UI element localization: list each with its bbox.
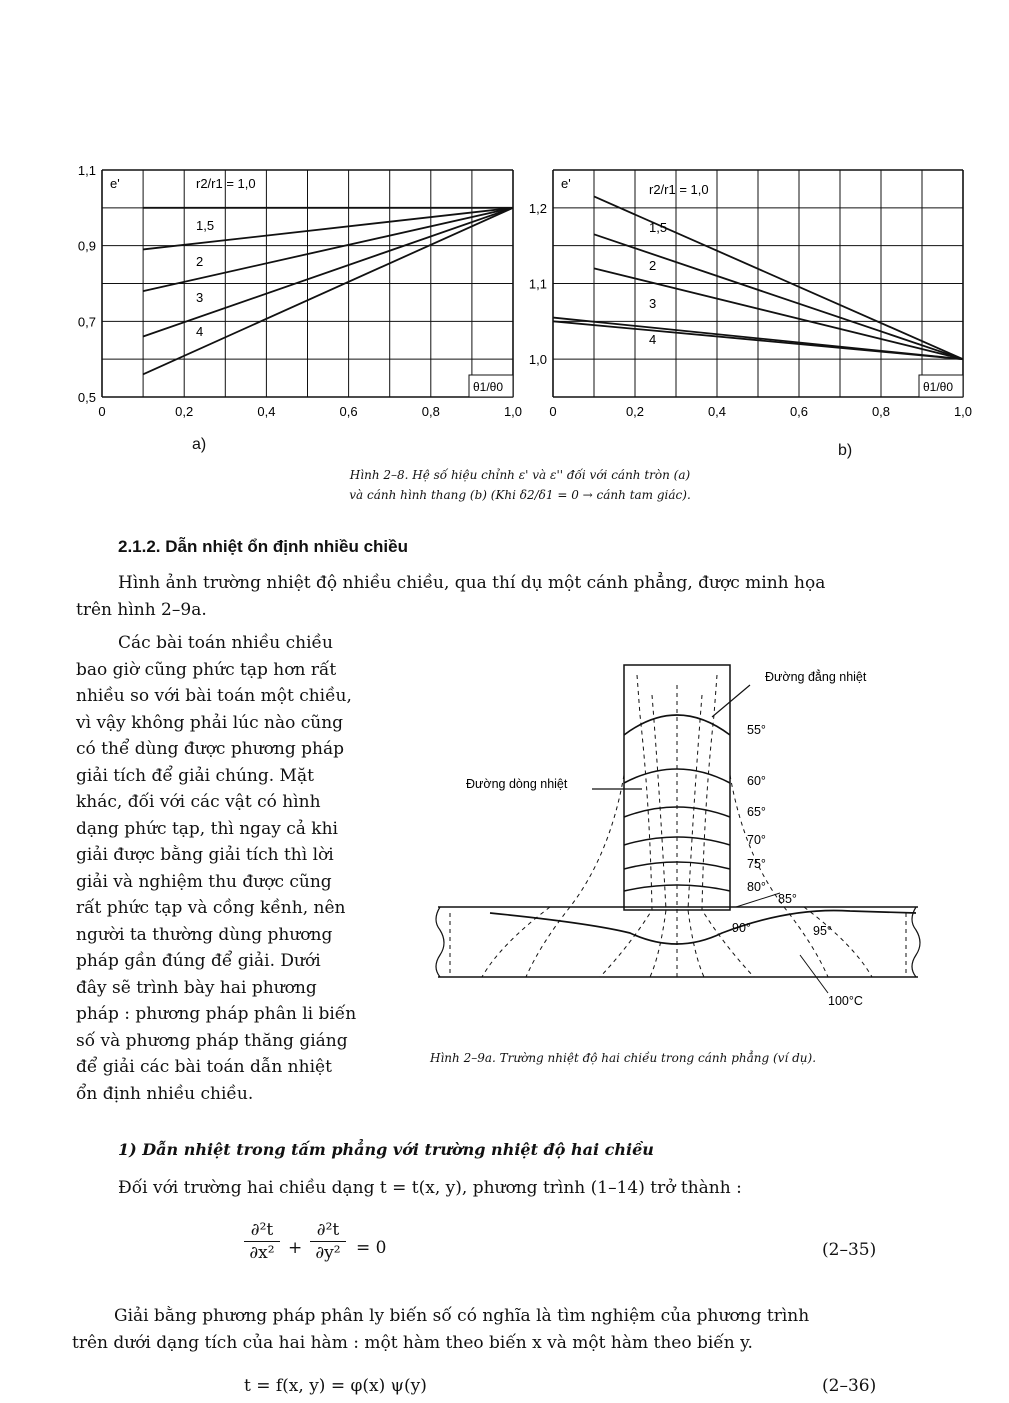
chart-series-label: r2/r1 = 1,0 bbox=[649, 182, 709, 197]
chart-x-tick-label: 1,0 bbox=[953, 404, 973, 419]
chart-x-axis-label: θ1/θ0 bbox=[473, 380, 504, 394]
panel-b-label: b) bbox=[838, 442, 853, 459]
figure-2-8-caption-line1: Hình 2–8. Hệ số hiệu chỉnh ε' và ε'' đối với cánh tròn (a) bbox=[349, 468, 691, 482]
chart-x-tick-label: 0,8 bbox=[421, 404, 440, 419]
col-line: số và phương pháp thăng giáng bbox=[76, 1030, 348, 1051]
chart-x-tick-label: 1,0 bbox=[503, 404, 523, 419]
chart-series-label: 3 bbox=[649, 296, 657, 311]
label-flow: Đường dòng nhiệt bbox=[466, 777, 568, 791]
col-line: có thể dùng được phương pháp bbox=[76, 739, 344, 759]
chart-x-tick-label: 0 bbox=[549, 404, 557, 419]
col-line: nhiều so với bài toán một chiều, bbox=[76, 686, 352, 706]
figure-2-8-caption-line2: và cánh hình thang (b) (Khi δ2/δ1 = 0 → cánh tam giác). bbox=[349, 488, 691, 502]
col-line: khác, đối với các vật có hình bbox=[76, 792, 321, 812]
eq1-frac1-num: ∂²t bbox=[250, 1220, 274, 1240]
chart-x-tick-label: 0,4 bbox=[707, 404, 727, 419]
eq1-rhs: = 0 bbox=[356, 1238, 387, 1258]
chart-x-axis-label: θ1/θ0 bbox=[923, 380, 954, 394]
intro-line-1: Hình ảnh trường nhiệt độ nhiều chiều, qua thí dụ một cánh phẳng, được minh họa bbox=[118, 573, 826, 593]
temp-80: 80° bbox=[747, 880, 766, 894]
col-line: rất phức tạp và cồng kềnh, nên bbox=[76, 898, 346, 918]
col-line: giải và nghiệm thu được cũng bbox=[76, 871, 332, 892]
eq1-fraction-1 bbox=[244, 1220, 280, 1263]
subsection-heading: 1) Dẫn nhiệt trong tấm phẳng với trường nhiệt độ hai chiều bbox=[118, 1140, 654, 1159]
temp-55: 55° bbox=[747, 723, 766, 737]
figure-2-9a-diagram bbox=[430, 655, 990, 1055]
col-line: giải được bằng giải tích thì lời bbox=[76, 845, 334, 865]
eq2-number: (2–36) bbox=[822, 1376, 877, 1396]
col-line: pháp gần đúng để giải. Dưới bbox=[76, 951, 321, 971]
eq1-plus: + bbox=[288, 1238, 303, 1258]
leader-100 bbox=[800, 955, 828, 993]
eq1-number: (2–35) bbox=[822, 1240, 877, 1260]
chart-y-tick-label: 1,2 bbox=[528, 200, 547, 216]
chart-series-label: 2 bbox=[196, 254, 204, 269]
temp-90: 90° bbox=[732, 921, 751, 935]
temp-65: 65° bbox=[747, 805, 766, 819]
label-isotherm: Đường đẳng nhiệt bbox=[765, 670, 867, 684]
left-column-paragraph bbox=[76, 630, 406, 1107]
temp-95: 95° bbox=[813, 924, 832, 938]
chart-series-label: 2 bbox=[649, 258, 657, 273]
wall-break-left bbox=[436, 907, 444, 977]
chart-series-label: r2/r1 = 1,0 bbox=[196, 176, 256, 191]
chart-x-tick-label: 0,2 bbox=[175, 404, 194, 419]
section-intro bbox=[76, 570, 976, 623]
eq1-frac2-num: ∂²t bbox=[316, 1220, 340, 1240]
col-line: dạng phức tạp, thì ngay cả khi bbox=[76, 818, 338, 839]
chart-x-tick-label: 0 bbox=[98, 404, 106, 419]
col-line: Các bài toán nhiều chiều bbox=[118, 633, 333, 653]
equation-2-36: t = f(x, y) = φ(x) ψ(y) bbox=[244, 1376, 427, 1396]
panel-a-label: a) bbox=[192, 436, 207, 453]
figure-2-8-caption bbox=[240, 465, 800, 505]
chart-series-label: 4 bbox=[196, 324, 204, 339]
chart-x-tick-label: 0,6 bbox=[789, 404, 809, 419]
col-line: người ta thường dùng phương bbox=[76, 924, 333, 945]
chart-x-tick-label: 0,6 bbox=[339, 404, 358, 419]
eq1-frac1-den: ∂x² bbox=[249, 1243, 275, 1263]
chart-y-tick-label: 0,5 bbox=[77, 390, 96, 405]
chart-y-axis-label: e' bbox=[110, 176, 120, 191]
figure-2-8 bbox=[0, 0, 1009, 520]
intro-line-2: trên hình 2–9a. bbox=[76, 599, 207, 620]
chart-y-tick-label: 0,7 bbox=[77, 314, 96, 330]
chart-series-label: 1,5 bbox=[649, 220, 668, 235]
temp-100: 100°C bbox=[828, 994, 863, 1008]
col-line: pháp : phương pháp phân li biến bbox=[76, 1004, 357, 1024]
temp-60: 60° bbox=[747, 774, 766, 788]
chart-series-label: 1,5 bbox=[196, 218, 215, 233]
isotherm-85-90 bbox=[490, 910, 916, 944]
col-line: giải tích để giải chúng. Mặt bbox=[76, 765, 314, 786]
chart-y-tick-label: 0,9 bbox=[77, 238, 96, 254]
para-line-2: trên dưới dạng tích của hai hàm : một hàm theo biến x và một hàm theo biến y. bbox=[72, 1332, 753, 1353]
figure-2-9a-caption: Hình 2–9a. Trường nhiệt độ hai chiều trong cánh phẳng (ví dụ). bbox=[430, 1051, 817, 1065]
heat-flow-lines bbox=[450, 675, 906, 977]
chart-y-tick-label: 1,1 bbox=[528, 276, 547, 292]
col-line: để giải các bài toán dẫn nhiệt bbox=[76, 1057, 332, 1077]
leader-isotherm bbox=[712, 685, 750, 717]
leader-85 bbox=[736, 893, 780, 907]
subsection-paragraph bbox=[72, 1303, 982, 1356]
chart-y-tick-label: 1,1 bbox=[77, 163, 96, 178]
temp-85: 85° bbox=[778, 892, 797, 906]
section-heading: 2.1.2. Dẫn nhiệt ổn định nhiều chiều bbox=[118, 537, 408, 556]
subsection-line1: Đối với trường hai chiều dạng t = t(x, y), phương trình (1–14) trở thành : bbox=[118, 1178, 742, 1198]
col-line: bao giờ cũng phức tạp hơn rất bbox=[76, 659, 337, 680]
temp-75: 75° bbox=[747, 857, 766, 871]
chart-x-tick-label: 0,4 bbox=[257, 404, 276, 419]
chart-x-tick-label: 0,8 bbox=[871, 404, 891, 419]
chart-y-tick-label: 1,0 bbox=[528, 352, 547, 368]
figure-2-8-charts bbox=[0, 0, 1009, 470]
col-line: ổn định nhiều chiều. bbox=[76, 1083, 254, 1104]
col-line: vì vậy không phải lúc nào cũng bbox=[76, 712, 344, 733]
temp-70: 70° bbox=[747, 833, 766, 847]
para-line-1: Giải bằng phương pháp phân ly biến số có nghĩa là tìm nghiệm của phương trình bbox=[114, 1306, 810, 1326]
chart-y-axis-label: e' bbox=[561, 176, 571, 191]
col-line: đây sẽ trình bày hai phương bbox=[76, 977, 317, 998]
eq1-fraction-2 bbox=[310, 1220, 346, 1263]
chart-series-label: 3 bbox=[196, 290, 204, 305]
chart-x-tick-label: 0,2 bbox=[625, 404, 645, 419]
chart-series-label: 4 bbox=[649, 332, 657, 347]
wall-break-right bbox=[912, 907, 920, 977]
eq1-frac2-den: ∂y² bbox=[315, 1243, 341, 1263]
equation-2-35 bbox=[244, 1220, 944, 1280]
